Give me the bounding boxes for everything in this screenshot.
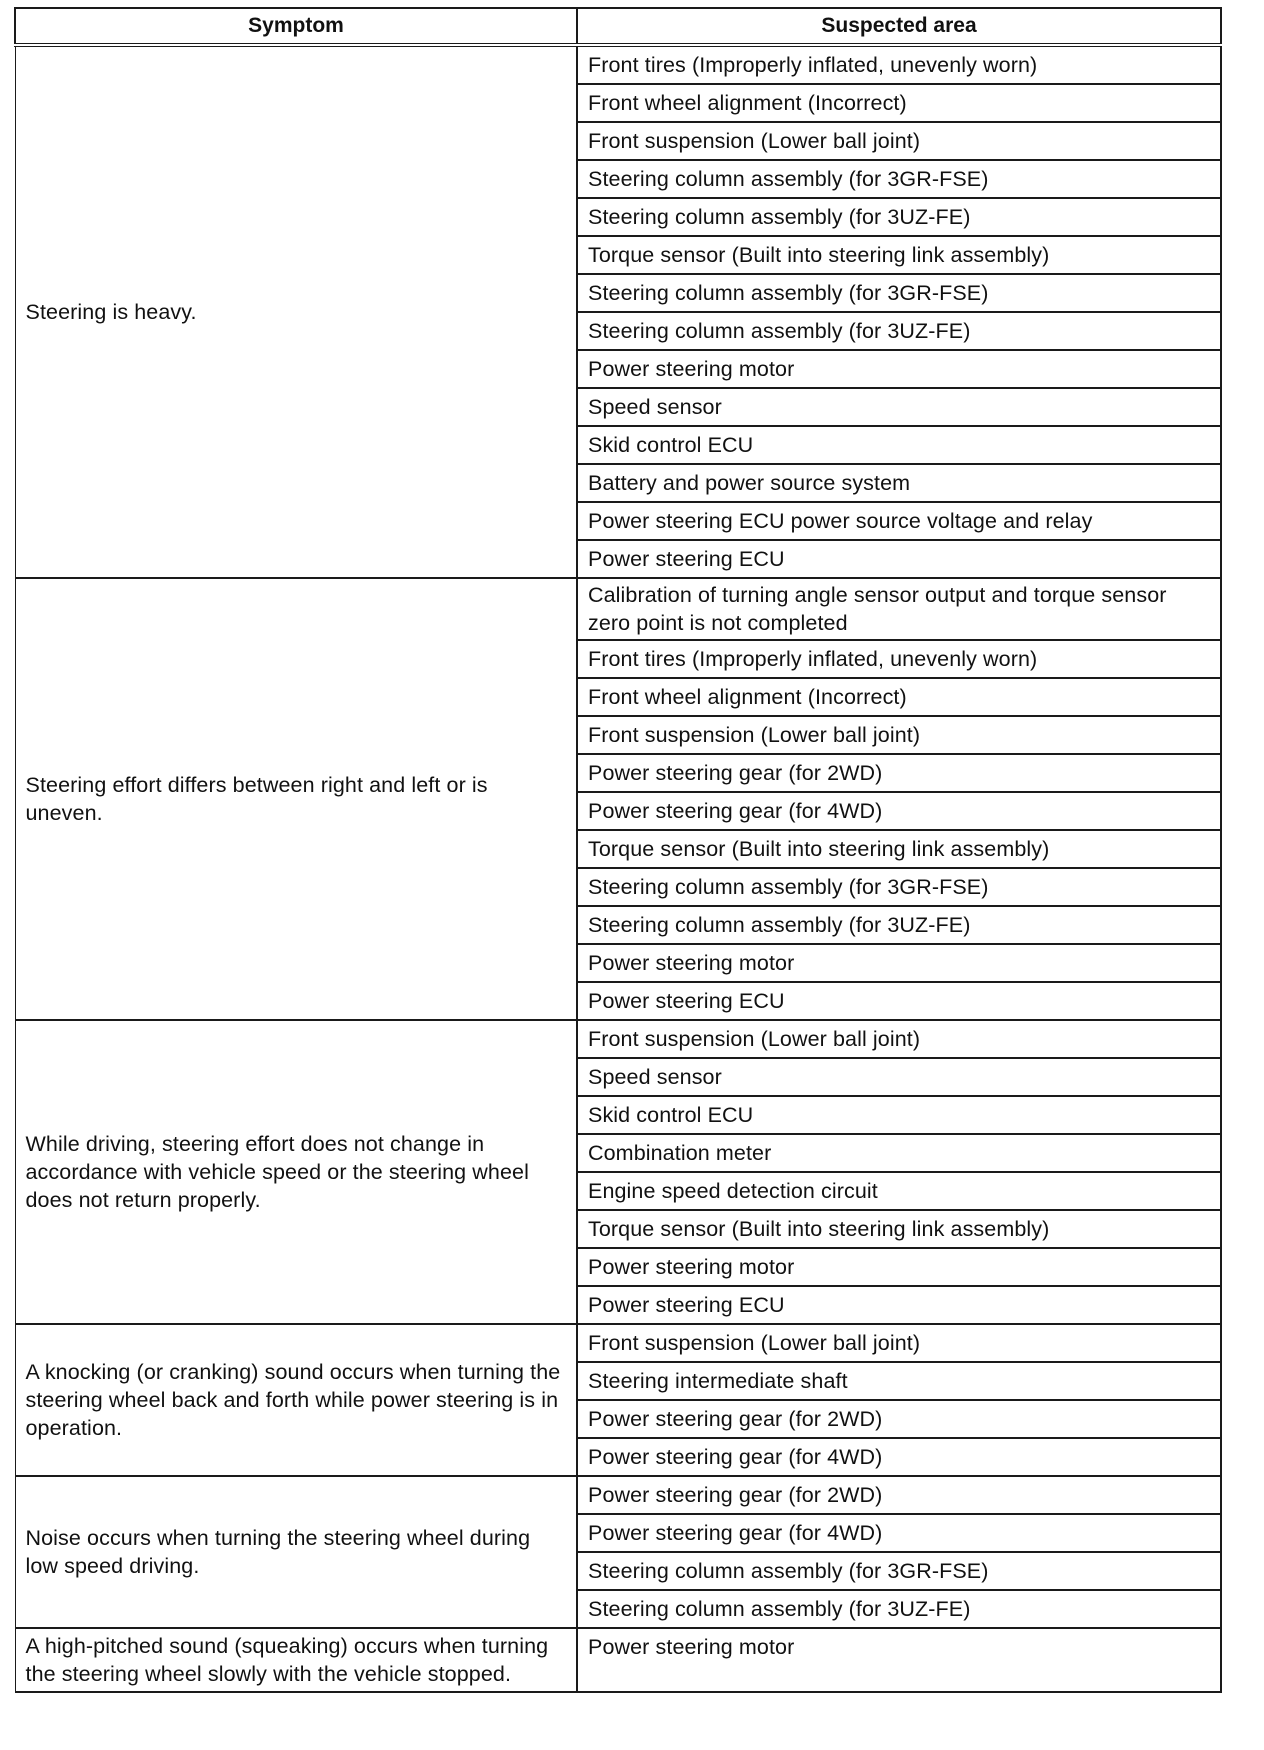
suspected-area-cell: Skid control ECU (577, 1096, 1221, 1134)
suspected-area-cell: Front suspension (Lower ball joint) (577, 716, 1221, 754)
suspected-area-cell: Front wheel alignment (Incorrect) (577, 84, 1221, 122)
suspected-area-cell: Front tires (Improperly inflated, unevenly worn) (577, 640, 1221, 678)
header-symptom: Symptom (15, 8, 577, 45)
suspected-area-cell: Power steering motor (577, 1628, 1221, 1692)
suspected-area-cell: Power steering ECU power source voltage and relay (577, 502, 1221, 540)
header-suspected-area: Suspected area (577, 8, 1221, 45)
suspected-area-cell: Skid control ECU (577, 426, 1221, 464)
suspected-area-cell: Power steering gear (for 2WD) (577, 754, 1221, 792)
suspected-area-cell: Steering column assembly (for 3UZ-FE) (577, 198, 1221, 236)
suspected-area-cell: Power steering gear (for 2WD) (577, 1400, 1221, 1438)
suspected-area-cell: Front wheel alignment (Incorrect) (577, 678, 1221, 716)
table-row (15, 578, 1221, 640)
symptom-cell: A knocking (or cranking) sound occurs when turning the steering wheel back and forth while power steering is in operation. (15, 1324, 577, 1476)
symptom-cell: A high-pitched sound (squeaking) occurs when turning the steering wheel slowly with the vehicle stopped. (15, 1628, 577, 1692)
suspected-area-cell: Combination meter (577, 1134, 1221, 1172)
suspected-area-cell: Torque sensor (Built into steering link assembly) (577, 830, 1221, 868)
suspected-area-cell: Speed sensor (577, 1058, 1221, 1096)
suspected-area-cell: Torque sensor (Built into steering link assembly) (577, 1210, 1221, 1248)
symptom-cell: While driving, steering effort does not change in accordance with vehicle speed or the steering wheel does not return properly. (15, 1020, 577, 1324)
suspected-area-cell: Steering column assembly (for 3UZ-FE) (577, 312, 1221, 350)
symptom-cell: Noise occurs when turning the steering wheel during low speed driving. (15, 1476, 577, 1628)
table-row (15, 45, 1221, 84)
table-body (15, 45, 1221, 1692)
suspected-area-cell: Front suspension (Lower ball joint) (577, 122, 1221, 160)
suspected-area-cell: Torque sensor (Built into steering link assembly) (577, 236, 1221, 274)
suspected-area-cell: Steering column assembly (for 3UZ-FE) (577, 906, 1221, 944)
header-row (15, 8, 1221, 45)
suspected-area-cell: Steering column assembly (for 3UZ-FE) (577, 1590, 1221, 1628)
suspected-area-cell: Front tires (Improperly inflated, unevenly worn) (577, 45, 1221, 84)
suspected-area-cell: Steering column assembly (for 3GR-FSE) (577, 868, 1221, 906)
table-row (15, 1476, 1221, 1514)
suspected-area-cell: Front suspension (Lower ball joint) (577, 1020, 1221, 1058)
table-row (15, 1628, 1221, 1692)
suspected-area-cell: Power steering motor (577, 1248, 1221, 1286)
suspected-area-cell: Steering intermediate shaft (577, 1362, 1221, 1400)
table-row (15, 1324, 1221, 1362)
symptom-cell: Steering is heavy. (15, 45, 577, 578)
suspected-area-cell: Power steering gear (for 4WD) (577, 1514, 1221, 1552)
suspected-area-cell: Power steering gear (for 2WD) (577, 1476, 1221, 1514)
suspected-area-cell: Speed sensor (577, 388, 1221, 426)
suspected-area-cell: Steering column assembly (for 3GR-FSE) (577, 274, 1221, 312)
suspected-area-cell: Power steering ECU (577, 540, 1221, 578)
suspected-area-cell: Steering column assembly (for 3GR-FSE) (577, 160, 1221, 198)
suspected-area-cell: Steering column assembly (for 3GR-FSE) (577, 1552, 1221, 1590)
symptom-cell: Steering effort differs between right and left or is uneven. (15, 578, 577, 1020)
suspected-area-cell: Power steering motor (577, 350, 1221, 388)
suspected-area-cell: Power steering gear (for 4WD) (577, 1438, 1221, 1476)
suspected-area-cell: Power steering gear (for 4WD) (577, 792, 1221, 830)
suspected-area-cell: Power steering ECU (577, 1286, 1221, 1324)
suspected-area-cell: Calibration of turning angle sensor output and torque sensor zero point is not completed (577, 578, 1221, 640)
suspected-area-cell: Power steering ECU (577, 982, 1221, 1020)
table-row (15, 1020, 1221, 1058)
suspected-area-cell: Engine speed detection circuit (577, 1172, 1221, 1210)
symptom-table (14, 7, 1222, 1693)
suspected-area-cell: Power steering motor (577, 944, 1221, 982)
suspected-area-cell: Front suspension (Lower ball joint) (577, 1324, 1221, 1362)
suspected-area-cell: Battery and power source system (577, 464, 1221, 502)
